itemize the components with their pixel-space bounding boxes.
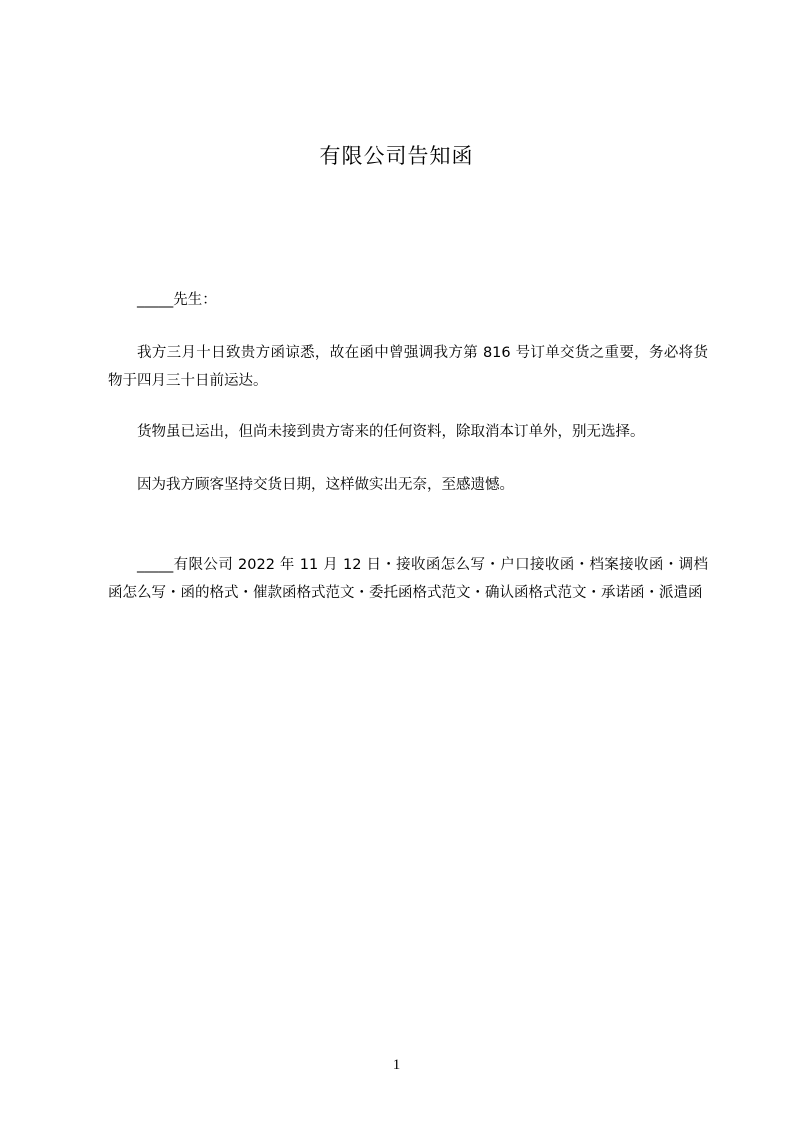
page-number: 1 [392,1057,401,1073]
body-paragraph-1: 我方三月十日致贵方函谅悉，故在函中曾强调我方第 816 号订单交货之重要，务必将货物于四月三十日前运达。 [108,345,708,389]
salutation: _____先生： [137,292,217,308]
page-title: 有限公司告知函 [319,144,474,168]
body-paragraph-2: 货物虽已运出，但尚未接到贵方寄来的任何资料，除取消本订单外，别无选择。 [137,424,645,440]
closing-paragraph: _____有限公司 2022 年 11 月 12 日・接收函怎么写・户口接收函・档案接收函・调档函怎么写・函的格式・催款函格式范文・委托函格式范文・确认函格式范文・承诺函・派遣函 [108,557,708,601]
body-paragraph-3: 因为我方顾客坚持交货日期，这样做实出无奈，至感遗憾。 [137,477,514,493]
